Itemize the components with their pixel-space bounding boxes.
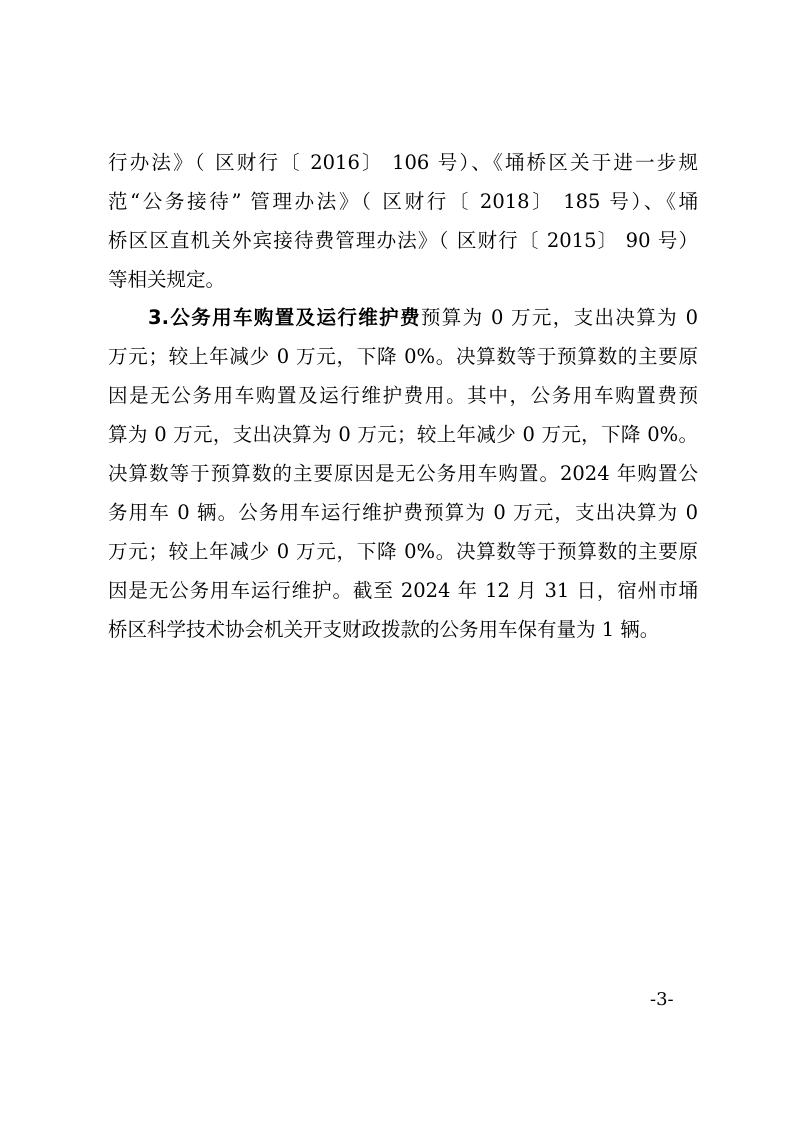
- paragraph-line: 务用车 0 辆。公务用车运行维护费预算为 0 万元，支出决算为 0: [108, 501, 698, 524]
- paragraph-line: 算为 0 万元，支出决算为 0 万元；较上年减少 0 万元，下降 0%。: [108, 423, 698, 446]
- paragraph-line: 万元；较上年减少 0 万元，下降 0%。决算数等于预算数的主要原: [108, 345, 698, 368]
- paragraph-line: 等相关规定。: [108, 268, 226, 291]
- paragraph-line: 行办法》（ 区财行〔 2016〕 106 号）、《埇桥区关于进一步规: [108, 151, 698, 174]
- paragraph-line: 决算数等于预算数的主要原因是无公务用车购置。2024 年购置公: [108, 462, 698, 485]
- paragraph-first-line: [148, 301, 698, 335]
- paragraph-line: 桥区科学技术协会机关开支财政拨款的公务用车保有量为 1 辆。: [108, 618, 660, 641]
- paragraph-line: 范“公务接待” 管理办法》（ 区财行〔 2018〕 185 号）、《埇: [108, 190, 698, 213]
- paragraph-line: 因是无公务用车运行维护。截至 2024 年 12 月 31 日，宿州市埇: [108, 579, 698, 602]
- page-number: -3-: [650, 989, 674, 1010]
- paragraph-text: 预算为 0 万元，支出决算为 0: [420, 306, 698, 329]
- section-heading: 3.公务用车购置及运行维护费: [148, 306, 421, 329]
- paragraph-line: 因是无公务用车购置及运行维护费用。其中，公务用车购置费预: [108, 384, 698, 407]
- paragraph-line: 桥区区直机关外宾接待费管理办法》（ 区财行〔 2015〕 90 号）: [108, 229, 698, 252]
- paragraph-line: 万元；较上年减少 0 万元，下降 0%。决算数等于预算数的主要原: [108, 540, 698, 563]
